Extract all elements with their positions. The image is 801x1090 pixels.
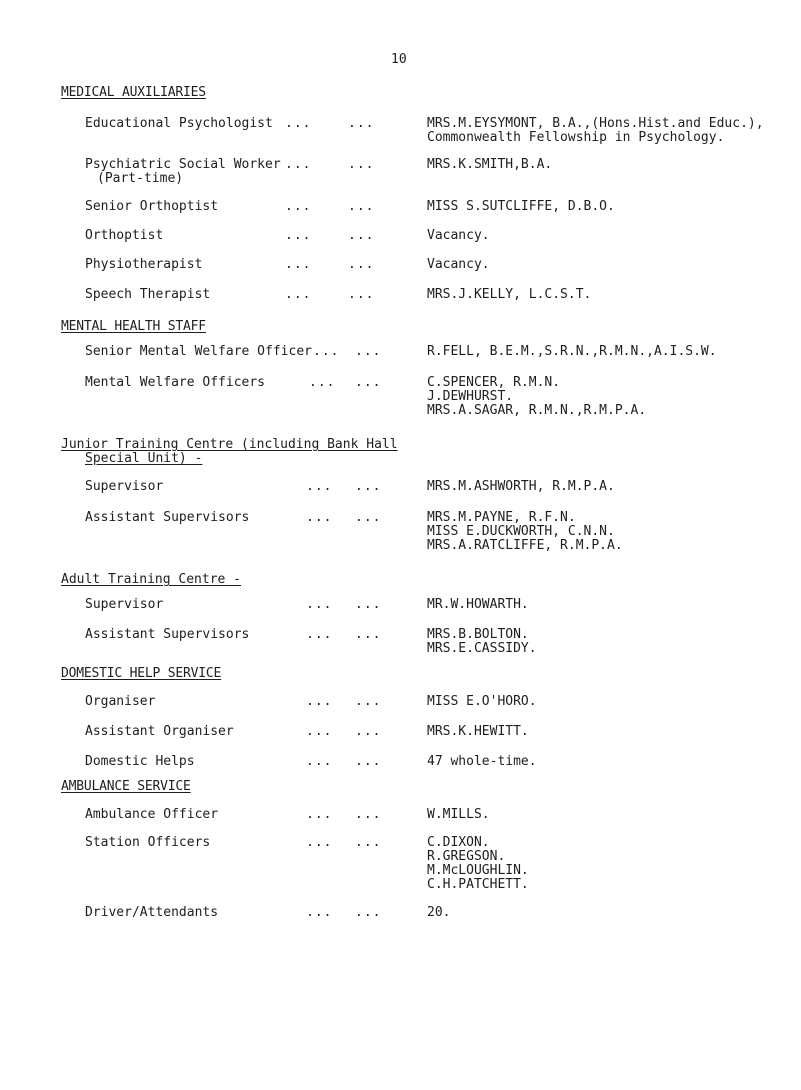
leader-dots: ... <box>306 754 333 769</box>
role-label: Educational Psychologist <box>85 116 273 131</box>
holder-line: C.DIXON. <box>427 835 490 850</box>
section-heading-mental-health-staff: MENTAL HEALTH STAFF <box>61 319 206 334</box>
leader-dots: ... <box>285 228 312 243</box>
holder-line: Commonwealth Fellowship in Psychology. <box>427 130 725 145</box>
leader-dots: ... <box>348 257 375 272</box>
holder-line: MRS.M.PAYNE, R.F.N. <box>427 510 576 525</box>
role-label: Physiotherapist <box>85 257 203 272</box>
holder-line: MR.W.HOWARTH. <box>427 597 529 612</box>
holder-line: Vacancy. <box>427 257 490 272</box>
role-label: Ambulance Officer <box>85 807 219 822</box>
leader-dots: ... <box>355 375 382 390</box>
leader-dots: ... <box>309 375 336 390</box>
role-label: Mental Welfare Officers <box>85 375 266 390</box>
role-label: Domestic Helps <box>85 754 195 769</box>
holder-line: MRS.K.HEWITT. <box>427 724 529 739</box>
leader-dots: ... <box>355 835 382 850</box>
holder-line: MRS.M.EYSYMONT, B.A.,(Hons.Hist.and Educ.), <box>427 116 764 131</box>
leader-dots: ... <box>285 116 312 131</box>
section-heading-adult-training-centre: Adult Training Centre - <box>61 572 242 587</box>
holder-line: Vacancy. <box>427 228 490 243</box>
holder-line: MRS.E.CASSIDY. <box>427 641 537 656</box>
holder-line: MISS S.SUTCLIFFE, D.B.O. <box>427 199 615 214</box>
leader-dots: ... <box>348 116 375 131</box>
leader-dots: ... <box>348 228 375 243</box>
holder-line: MRS.M.ASHWORTH, R.M.P.A. <box>427 479 615 494</box>
leader-dots: ... <box>348 287 375 302</box>
leader-dots: ... <box>306 905 333 920</box>
role-label: Psychiatric Social Worker <box>85 157 281 172</box>
holder-line: R.FELL, B.E.M.,S.R.N.,R.M.N.,A.I.S.W. <box>427 344 717 359</box>
role-label: Supervisor <box>85 479 164 494</box>
leader-dots: ... <box>355 905 382 920</box>
holder-line: 47 whole-time. <box>427 754 537 769</box>
leader-dots: ... <box>355 510 382 525</box>
holder-line: 20. <box>427 905 451 920</box>
leader-dots: ... <box>306 597 333 612</box>
leader-dots: ... <box>355 479 382 494</box>
leader-dots: ... <box>306 479 333 494</box>
role-label: Orthoptist <box>85 228 164 243</box>
role-label: Driver/Attendants <box>85 905 219 920</box>
leader-dots: ... <box>355 724 382 739</box>
leader-dots: ... <box>306 724 333 739</box>
leader-dots: ... <box>348 157 375 172</box>
holder-line: MRS.A.RATCLIFFE, R.M.P.A. <box>427 538 623 553</box>
holder-line: MRS.J.KELLY, L.C.S.T. <box>427 287 592 302</box>
role-label: Supervisor <box>85 597 164 612</box>
section-heading-medical-auxiliaries: MEDICAL AUXILIARIES <box>61 85 206 100</box>
section-heading-domestic-help-service: DOMESTIC HELP SERVICE <box>61 666 222 681</box>
holder-line: C.H.PATCHETT. <box>427 877 529 892</box>
leader-dots: ... <box>355 807 382 822</box>
leader-dots: ... <box>355 754 382 769</box>
holder-line: MRS.K.SMITH,B.A. <box>427 157 553 172</box>
leader-dots: ... <box>285 287 312 302</box>
role-label: Senior Mental Welfare Officer <box>85 344 312 359</box>
page-number: 10 <box>391 52 407 67</box>
holder-line: R.GREGSON. <box>427 849 506 864</box>
leader-dots: ... <box>355 344 382 359</box>
leader-dots: ... <box>285 199 312 214</box>
role-label: Assistant Supervisors <box>85 627 250 642</box>
leader-dots: ... <box>355 627 382 642</box>
role-label-note: (Part-time) <box>97 171 184 186</box>
leader-dots: ... <box>306 807 333 822</box>
holder-line: M.McLOUGHLIN. <box>427 863 529 878</box>
role-label: Speech Therapist <box>85 287 211 302</box>
section-heading-junior-training-centre: Junior Training Centre (including Bank Hall <box>61 437 398 452</box>
section-heading-ambulance-service: AMBULANCE SERVICE <box>61 779 191 794</box>
leader-dots: ... <box>306 627 333 642</box>
holder-line: MRS.A.SAGAR, R.M.N.,R.M.P.A. <box>427 403 647 418</box>
leader-dots: ... <box>285 157 312 172</box>
holder-line: C.SPENCER, R.M.N. <box>427 375 561 390</box>
holder-line: MISS E.DUCKWORTH, C.N.N. <box>427 524 615 539</box>
leader-dots: ... <box>313 344 340 359</box>
holder-line: W.MILLS. <box>427 807 490 822</box>
holder-line: MRS.B.BOLTON. <box>427 627 529 642</box>
leader-dots: ... <box>355 597 382 612</box>
leader-dots: ... <box>355 694 382 709</box>
leader-dots: ... <box>306 510 333 525</box>
leader-dots: ... <box>306 835 333 850</box>
role-label: Assistant Organiser <box>85 724 234 739</box>
leader-dots: ... <box>306 694 333 709</box>
role-label: Organiser <box>85 694 156 709</box>
leader-dots: ... <box>285 257 312 272</box>
role-label: Senior Orthoptist <box>85 199 219 214</box>
section-heading-junior-training-centre-cont: Special Unit) - <box>85 451 203 466</box>
role-label: Station Officers <box>85 835 211 850</box>
holder-line: J.DEWHURST. <box>427 389 514 404</box>
leader-dots: ... <box>348 199 375 214</box>
role-label: Assistant Supervisors <box>85 510 250 525</box>
holder-line: MISS E.O'HORO. <box>427 694 537 709</box>
